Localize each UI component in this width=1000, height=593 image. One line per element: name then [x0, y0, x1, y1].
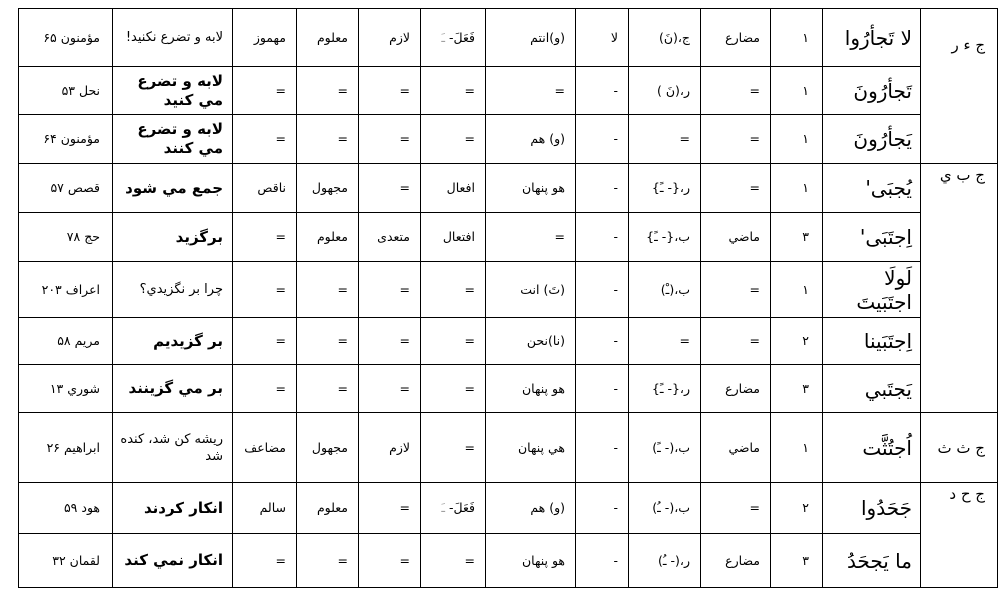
inflection-sign: ب،(- ـً): [629, 413, 701, 483]
tense: مضارع: [701, 365, 771, 413]
tense: ماضي: [701, 213, 771, 262]
transitivity: =: [359, 115, 421, 164]
transitivity: =: [359, 318, 421, 365]
table-row: [19, 115, 998, 164]
table-row: [19, 9, 998, 67]
verb-form: =: [421, 413, 486, 483]
table-row: [19, 365, 998, 413]
verb-word: لا تَجأرُوا: [823, 9, 921, 67]
inflection-sign: ر،{- ـً}: [629, 164, 701, 213]
verb-type: =: [233, 67, 297, 115]
table-row: [19, 164, 998, 213]
verb-form: =: [421, 534, 486, 588]
negation: -: [576, 534, 629, 588]
voice: مجهول: [297, 413, 359, 483]
translation: بر گزيديم: [113, 318, 233, 365]
tense: ماضي: [701, 413, 771, 483]
vowel-mark: ـَ: [441, 500, 446, 515]
person-count: ١: [771, 413, 823, 483]
subject-pronoun: (و) هم: [486, 483, 576, 534]
subject-pronoun: هو پنهان: [486, 365, 576, 413]
transitivity: لازم: [359, 413, 421, 483]
inflection-sign: ر،{- ـً}: [629, 365, 701, 413]
verb-word: يَجتَبي: [823, 365, 921, 413]
negation: -: [576, 365, 629, 413]
person-count: ٣: [771, 213, 823, 262]
table-row: [19, 67, 998, 115]
transitivity: =: [359, 483, 421, 534]
person-count: ١: [771, 9, 823, 67]
inflection-sign: ر،(نَ ): [629, 67, 701, 115]
verb-word: اُجتُثَّت: [823, 413, 921, 483]
negation: -: [576, 262, 629, 318]
quran-reference: شوري ۱۳: [19, 365, 113, 413]
tense: =: [701, 164, 771, 213]
person-count: ٣: [771, 365, 823, 413]
quran-reference: قصص ۵۷: [19, 164, 113, 213]
verb-form: =: [421, 115, 486, 164]
verb-type: =: [233, 365, 297, 413]
table-row: [19, 318, 998, 365]
verb-form-pattern: فَعَلَ-: [449, 29, 475, 45]
translation: لابه و تضرع مي كنيد: [113, 67, 233, 115]
tense: =: [701, 262, 771, 318]
verb-form: افعال: [421, 164, 486, 213]
subject-pronoun: =: [486, 213, 576, 262]
tense: مضارع: [701, 534, 771, 588]
voice: =: [297, 67, 359, 115]
verb-form: =: [421, 67, 486, 115]
subject-pronoun: (و) هم: [486, 115, 576, 164]
tense: =: [701, 115, 771, 164]
table-row: [19, 534, 998, 588]
translation: برگزيد: [113, 213, 233, 262]
person-count: ١: [771, 115, 823, 164]
translation: انكار نمي كند: [113, 534, 233, 588]
table-row: [19, 413, 998, 483]
person-count: ١: [771, 67, 823, 115]
subject-pronoun: هي پنهان: [486, 413, 576, 483]
subject-pronoun: (و)انتم: [486, 9, 576, 67]
quran-reference: مؤمنون ۶۵: [19, 9, 113, 67]
inflection-sign: ب،{- ـً}: [629, 213, 701, 262]
voice: =: [297, 365, 359, 413]
root-letters: ج ح د: [921, 483, 998, 588]
tense: =: [701, 483, 771, 534]
inflection-sign: ر،(- ـُ): [629, 534, 701, 588]
voice: معلوم: [297, 213, 359, 262]
voice: معلوم: [297, 9, 359, 67]
translation: جمع مي شود: [113, 164, 233, 213]
verb-form: [421, 9, 486, 67]
inflection-sign: ب،(ـْ): [629, 262, 701, 318]
verb-type: =: [233, 534, 297, 588]
verb-type: ناقص: [233, 164, 297, 213]
translation: چرا بر نگزيدي؟: [113, 262, 233, 318]
verb-type: سالم: [233, 483, 297, 534]
transitivity: متعدى: [359, 213, 421, 262]
transitivity: =: [359, 365, 421, 413]
root-letters: ج ث ث: [921, 413, 998, 483]
voice: =: [297, 115, 359, 164]
translation: بر مي گزينند: [113, 365, 233, 413]
quran-reference: هود ۵۹: [19, 483, 113, 534]
table-row: [19, 213, 998, 262]
root-letters: ج ء ر: [921, 9, 998, 164]
inflection-sign: ب،(- ـُ): [629, 483, 701, 534]
quran-reference: لقمان ۳۲: [19, 534, 113, 588]
verb-form: افتعال: [421, 213, 486, 262]
verb-word: ما يَجحَدُ: [823, 534, 921, 588]
transitivity: =: [359, 534, 421, 588]
quran-reference: مريم ۵۸: [19, 318, 113, 365]
negation: -: [576, 67, 629, 115]
verb-type: =: [233, 115, 297, 164]
voice: مجهول: [297, 164, 359, 213]
negation: -: [576, 318, 629, 365]
verb-form: =: [421, 365, 486, 413]
quran-reference: حج ۷۸: [19, 213, 113, 262]
table-row: [19, 483, 998, 534]
transitivity: =: [359, 67, 421, 115]
translation: لابه و تضرع مي كنند: [113, 115, 233, 164]
verb-type: مهموز: [233, 9, 297, 67]
voice: =: [297, 262, 359, 318]
translation: لابه و تضرع نكنيد!: [113, 9, 233, 67]
tense: مضارع: [701, 9, 771, 67]
tense: =: [701, 67, 771, 115]
table-row: [19, 262, 998, 318]
negation: لا: [576, 9, 629, 67]
verb-word: يُجبَى': [823, 164, 921, 213]
verb-word: اِجتَبَينا: [823, 318, 921, 365]
negation: -: [576, 483, 629, 534]
verb-type: مضاعف: [233, 413, 297, 483]
person-count: ١: [771, 262, 823, 318]
verb-form: =: [421, 318, 486, 365]
verb-form: [421, 483, 486, 534]
transitivity: =: [359, 262, 421, 318]
subject-pronoun: هو پنهان: [486, 164, 576, 213]
translation: انكار كردند: [113, 483, 233, 534]
negation: -: [576, 115, 629, 164]
person-count: ٢: [771, 483, 823, 534]
verb-type: =: [233, 262, 297, 318]
root-letters: ج ب ي: [921, 164, 998, 413]
person-count: ٣: [771, 534, 823, 588]
voice: معلوم: [297, 483, 359, 534]
verb-word: لَولَا اجتَبَيتَ: [823, 262, 921, 318]
person-count: ١: [771, 164, 823, 213]
inflection-sign: ج،(نَ): [629, 9, 701, 67]
quran-reference: مؤمنون ۶۴: [19, 115, 113, 164]
inflection-sign: =: [629, 318, 701, 365]
verb-word: اِجتَبَى': [823, 213, 921, 262]
verb-word: يَجأرُونَ: [823, 115, 921, 164]
verb-word: جَحَدُوا: [823, 483, 921, 534]
person-count: ٢: [771, 318, 823, 365]
verb-type: =: [233, 213, 297, 262]
verb-type: =: [233, 318, 297, 365]
transitivity: =: [359, 164, 421, 213]
tense: =: [701, 318, 771, 365]
negation: -: [576, 413, 629, 483]
negation: -: [576, 213, 629, 262]
verb-form-pattern: فَعَلَ-: [449, 500, 475, 515]
quran-reference: ابراهيم ۲۶: [19, 413, 113, 483]
inflection-sign: =: [629, 115, 701, 164]
subject-pronoun: (نا)نحن: [486, 318, 576, 365]
translation: ريشه كن شد، كنده شد: [113, 413, 233, 483]
quran-reference: نحل ۵۳: [19, 67, 113, 115]
voice: =: [297, 534, 359, 588]
verb-analysis-table: [18, 8, 998, 588]
subject-pronoun: (تَ) انت: [486, 262, 576, 318]
verb-word: تَجأرُونَ: [823, 67, 921, 115]
subject-pronoun: هو پنهان: [486, 534, 576, 588]
vowel-mark: ـَ: [441, 29, 446, 45]
negation: -: [576, 164, 629, 213]
quran-reference: اعراف ۲۰۳: [19, 262, 113, 318]
transitivity: لازم: [359, 9, 421, 67]
voice: =: [297, 318, 359, 365]
subject-pronoun: =: [486, 67, 576, 115]
verb-form: =: [421, 262, 486, 318]
